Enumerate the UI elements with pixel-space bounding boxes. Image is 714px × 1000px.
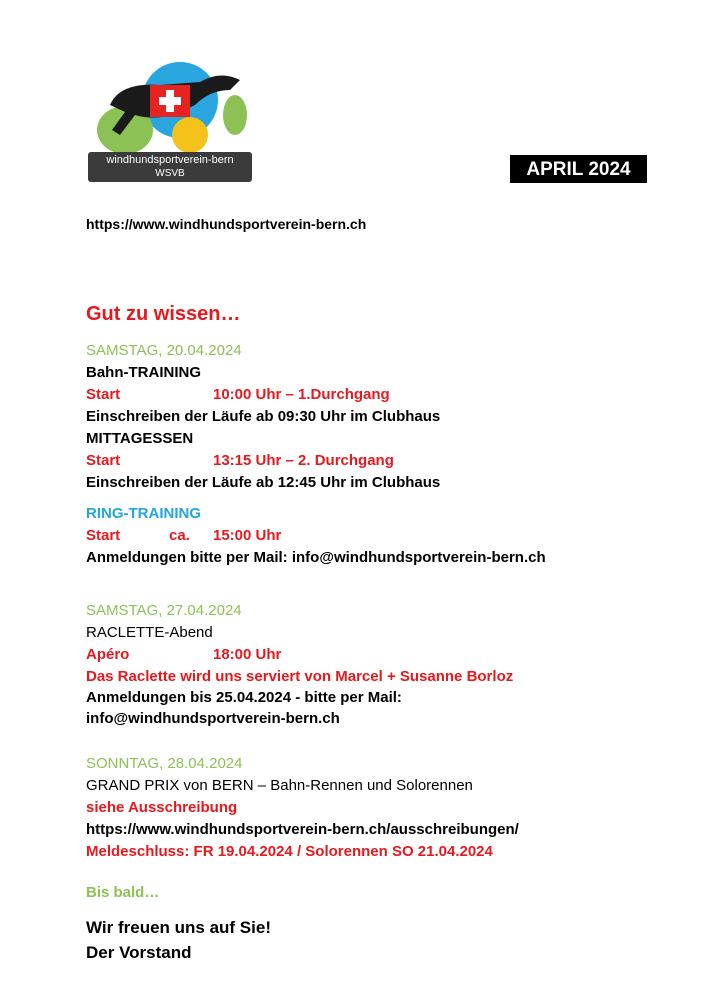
logo-line1: windhundsportverein-bern bbox=[106, 154, 234, 166]
club-logo bbox=[80, 60, 255, 190]
event1-signup1: Einschreiben der Läufe ab 09:30 Uhr im Clubhaus bbox=[86, 408, 441, 425]
logo-line2: WSVB bbox=[155, 168, 185, 179]
event3-date: SONNTAG, 28.04.2024 bbox=[86, 755, 243, 772]
closing-bye: Bis bald… bbox=[86, 884, 160, 901]
page-heading: Gut zu wissen… bbox=[86, 303, 241, 325]
ring-start-label: Start bbox=[86, 527, 121, 544]
closing-line1: Wir freuen uns auf Sie! bbox=[86, 918, 271, 937]
ring-title: RING-TRAINING bbox=[86, 505, 201, 522]
event1-date: SAMSTAG, 20.04.2024 bbox=[86, 342, 242, 359]
event1-title: Bahn-TRAINING bbox=[86, 364, 201, 381]
event2-signup: Anmeldungen bis 25.04.2024 - bitte per Mail: bbox=[86, 689, 402, 706]
event3-see: siehe Ausschreibung bbox=[86, 799, 238, 816]
greyhound-logo-icon bbox=[80, 60, 255, 160]
event1-start1-time: 10:00 Uhr – 1.Durchgang bbox=[213, 386, 390, 403]
event2-apero-label: Apéro bbox=[86, 646, 130, 663]
event2-email[interactable]: info@windhundsportverein-bern.ch bbox=[86, 710, 340, 727]
ring-signup: Anmeldungen bitte per Mail: info@windhundsportverein-bern.ch bbox=[86, 549, 546, 566]
month-badge: APRIL 2024 bbox=[510, 155, 647, 183]
logo-text bbox=[88, 152, 252, 182]
event1-signup2: Einschreiben der Läufe ab 12:45 Uhr im Clubhaus bbox=[86, 474, 441, 491]
ring-time: 15:00 Uhr bbox=[213, 527, 282, 544]
event1-lunch: MITTAGESSEN bbox=[86, 430, 194, 447]
website-url[interactable]: https://www.windhundsportverein-bern.ch bbox=[86, 216, 367, 232]
event1-start2-time: 13:15 Uhr – 2. Durchgang bbox=[213, 452, 394, 469]
closing-line2: Der Vorstand bbox=[86, 943, 192, 962]
event2-served: Das Raclette wird uns serviert von Marcel + Susanne Borloz bbox=[86, 668, 514, 685]
event2-title: RACLETTE-Abend bbox=[86, 624, 213, 641]
event1-start2-label: Start bbox=[86, 452, 121, 469]
event2-apero-time: 18:00 Uhr bbox=[213, 646, 282, 663]
event3-title: GRAND PRIX von BERN – Bahn-Rennen und Solorennen bbox=[86, 777, 473, 794]
event3-deadline: Meldeschluss: FR 19.04.2024 / Solorennen SO 21.04.2024 bbox=[86, 843, 493, 860]
event1-start1-label: Start bbox=[86, 386, 121, 403]
event2-date: SAMSTAG, 27.04.2024 bbox=[86, 602, 242, 619]
event3-link[interactable]: https://www.windhundsportverein-bern.ch/ausschreibungen/ bbox=[86, 821, 519, 838]
ring-approx: ca. bbox=[169, 527, 190, 544]
